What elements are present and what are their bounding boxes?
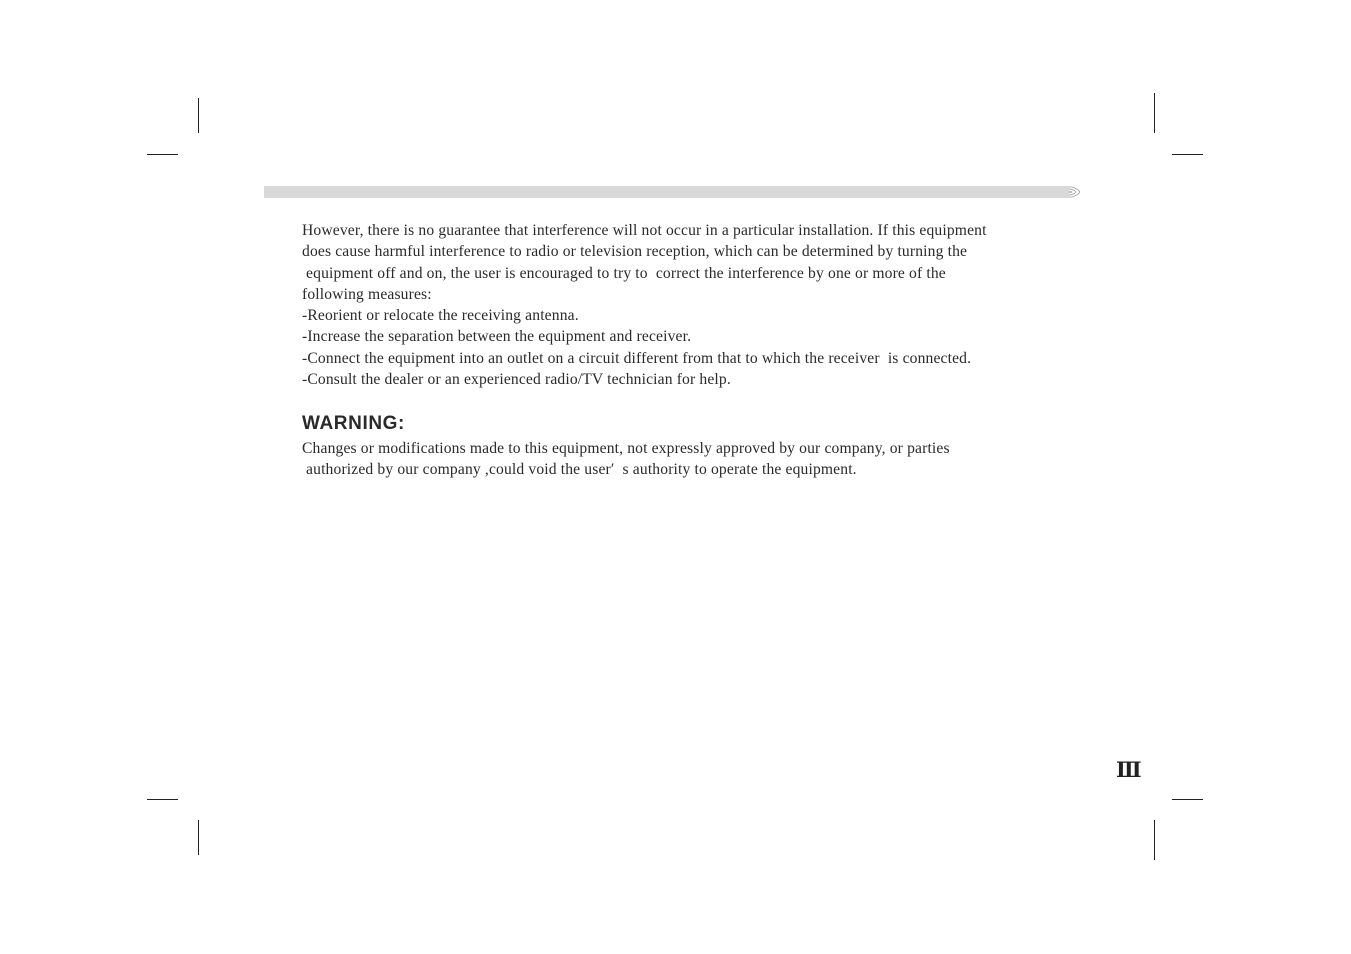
crop-mark-bottom-right-vertical <box>1154 820 1155 860</box>
crop-mark-bottom-left-horizontal <box>147 799 178 800</box>
crop-mark-bottom-right-horizontal <box>1172 799 1203 800</box>
notice-line: However, there is no guarantee that interference will not occur in a particular installation. If this equipment <box>302 222 987 239</box>
measure-item: -Consult the dealer or an experienced radio/TV technician for help. <box>302 371 731 389</box>
crop-mark-top-right-horizontal <box>1172 154 1203 155</box>
crop-mark-bottom-left-vertical <box>198 820 199 855</box>
notice-line: equipment off and on, the user is encouraged to try to correct the interference by one or more of the <box>302 264 946 282</box>
notice-line: does cause harmful interference to radio or television reception, which can be determined by turning the <box>302 243 968 261</box>
measure-item: -Reorient or relocate the receiving antenna. <box>302 307 579 325</box>
header-rule <box>264 186 1088 198</box>
measure-item: -Connect the equipment into an outlet on a circuit different from that to which the receiver is connected. <box>302 349 972 367</box>
warning-text <box>302 438 1042 481</box>
notice-line: following measures: <box>302 285 432 303</box>
warning-line: Changes or modifications made to this equipment, not expressly approved by our company, or parties <box>302 440 950 457</box>
crop-mark-top-left-horizontal <box>147 154 178 155</box>
crop-mark-top-right-vertical <box>1154 93 1155 133</box>
warning-line: authorized by our company ,could void the user′ s authority to operate the equipment. <box>302 461 857 479</box>
page-number: Ⅲ <box>1116 758 1140 782</box>
crop-mark-top-left-vertical <box>198 98 199 133</box>
measure-item: -Increase the separation between the equipment and receiver. <box>302 328 692 346</box>
fcc-notice <box>302 220 1042 390</box>
warning-heading: WARNING: <box>302 413 405 434</box>
